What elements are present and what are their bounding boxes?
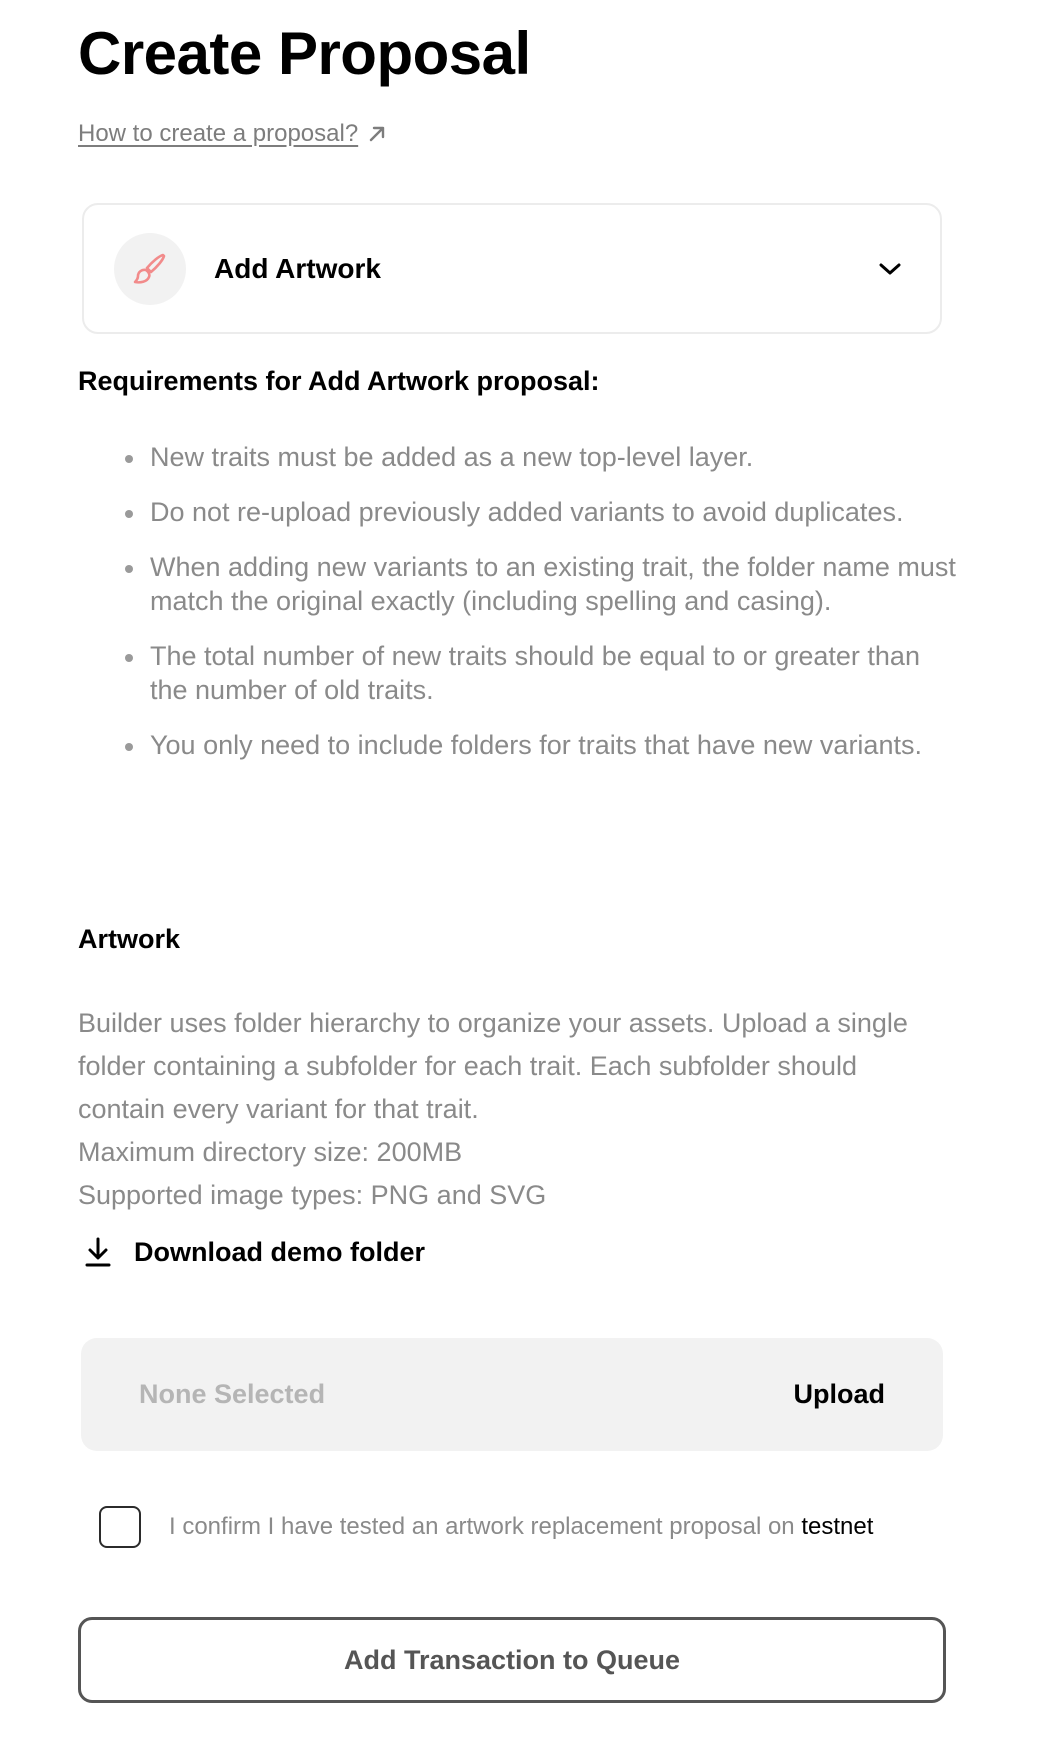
download-icon bbox=[84, 1236, 112, 1268]
requirements-heading: Requirements for Add Artwork proposal: bbox=[78, 366, 600, 396]
requirements-list bbox=[78, 440, 958, 783]
upload-button[interactable]: Upload bbox=[793, 1379, 885, 1409]
confirm-testnet-checkbox[interactable] bbox=[99, 1506, 141, 1548]
paintbrush-icon bbox=[114, 233, 186, 305]
download-demo-folder-label: Download demo folder bbox=[134, 1236, 426, 1267]
requirement-item: Do not re-upload previously added variants to avoid duplicates. bbox=[150, 495, 958, 529]
testnet-link[interactable]: testnet bbox=[801, 1513, 874, 1540]
download-demo-folder-link[interactable] bbox=[84, 1236, 425, 1268]
proposal-type-dropdown[interactable] bbox=[82, 203, 942, 334]
add-transaction-to-queue-button[interactable]: Add Transaction to Queue bbox=[78, 1617, 946, 1703]
proposal-type-label: Add Artwork bbox=[214, 252, 381, 284]
help-link[interactable] bbox=[78, 120, 386, 148]
requirement-item: New traits must be added as a new top-level layer. bbox=[150, 440, 958, 474]
requirement-item: The total number of new traits should be equal to or greater than the number of old traits. bbox=[150, 639, 958, 707]
max-directory-size: Maximum directory size: 200MB bbox=[78, 1137, 463, 1167]
upload-status: None Selected bbox=[139, 1379, 326, 1409]
confirm-text: I confirm I have tested an artwork replacement proposal on bbox=[169, 1513, 795, 1540]
artwork-description-text: Builder uses folder hierarchy to organize your assets. Upload a single folder containing a subfolder for each trait. Each subfolder should contain every variant for that trait. bbox=[78, 1008, 908, 1124]
artwork-heading: Artwork bbox=[78, 924, 181, 954]
page-title: Create Proposal bbox=[78, 20, 531, 87]
artwork-description bbox=[78, 1002, 938, 1217]
confirm-testnet-label bbox=[169, 1513, 873, 1541]
chevron-down-icon bbox=[878, 261, 902, 277]
external-link-arrow-icon bbox=[368, 125, 386, 143]
help-link-text: How to create a proposal? bbox=[78, 120, 359, 147]
file-upload-field[interactable] bbox=[81, 1338, 943, 1451]
requirement-item: You only need to include folders for traits that have new variants. bbox=[150, 728, 958, 762]
confirm-testnet-row bbox=[99, 1506, 873, 1548]
requirement-item: When adding new variants to an existing trait, the folder name must match the original exactly (including spelling and casing). bbox=[150, 550, 958, 618]
supported-image-types: Supported image types: PNG and SVG bbox=[78, 1180, 547, 1210]
